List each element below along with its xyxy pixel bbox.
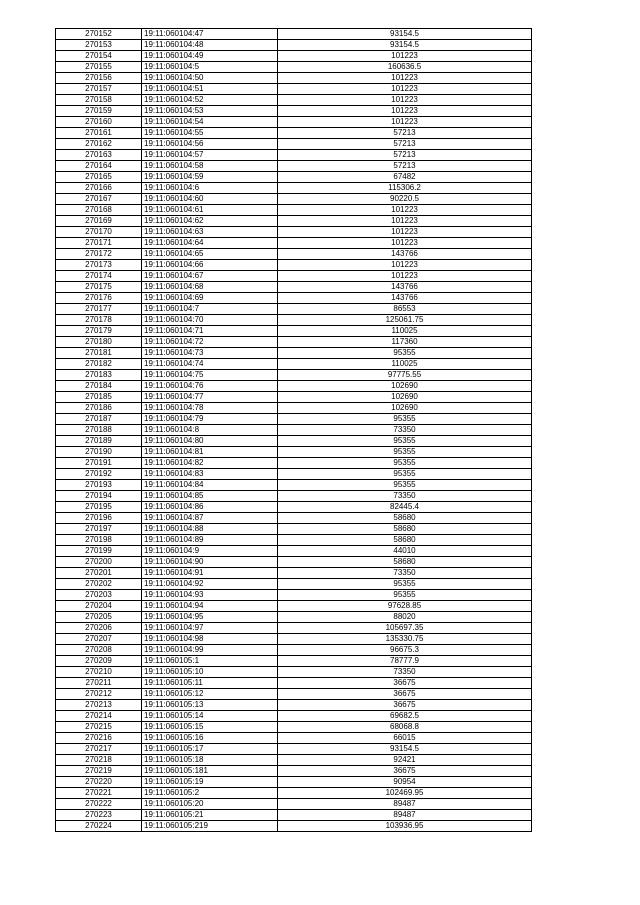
table-row bbox=[56, 304, 532, 315]
row-id-cell: 270203 bbox=[56, 590, 142, 601]
row-id-cell: 270224 bbox=[56, 821, 142, 832]
cadastral-number-cell: 19:11:060105:17 bbox=[142, 744, 278, 755]
value-cell: 36675 bbox=[278, 689, 532, 700]
cadastral-number-cell: 19:11:060104:55 bbox=[142, 128, 278, 139]
cadastral-number-cell: 19:11:060105:14 bbox=[142, 711, 278, 722]
cadastral-number-cell: 19:11:060104:68 bbox=[142, 282, 278, 293]
table-body bbox=[56, 29, 532, 832]
table-row bbox=[56, 557, 532, 568]
value-cell: 135330.75 bbox=[278, 634, 532, 645]
value-cell: 97775.55 bbox=[278, 370, 532, 381]
row-id-cell: 270165 bbox=[56, 172, 142, 183]
row-id-cell: 270155 bbox=[56, 62, 142, 73]
table-row bbox=[56, 183, 532, 194]
cadastral-number-cell: 19:11:060105:16 bbox=[142, 733, 278, 744]
cadastral-number-cell: 19:11:060104:65 bbox=[142, 249, 278, 260]
table-row bbox=[56, 271, 532, 282]
cadastral-number-cell: 19:11:060104:8 bbox=[142, 425, 278, 436]
table-row bbox=[56, 348, 532, 359]
cadastral-number-cell: 19:11:060104:63 bbox=[142, 227, 278, 238]
table-row bbox=[56, 634, 532, 645]
cadastral-number-cell: 19:11:060105:1 bbox=[142, 656, 278, 667]
value-cell: 102690 bbox=[278, 403, 532, 414]
row-id-cell: 270215 bbox=[56, 722, 142, 733]
row-id-cell: 270219 bbox=[56, 766, 142, 777]
value-cell: 67482 bbox=[278, 172, 532, 183]
table-row bbox=[56, 513, 532, 524]
table-row bbox=[56, 535, 532, 546]
row-id-cell: 270193 bbox=[56, 480, 142, 491]
cadastral-number-cell: 19:11:060105:21 bbox=[142, 810, 278, 821]
table-row bbox=[56, 29, 532, 40]
table-row bbox=[56, 766, 532, 777]
cadastral-number-cell: 19:11:060104:56 bbox=[142, 139, 278, 150]
table-row bbox=[56, 359, 532, 370]
table-row bbox=[56, 95, 532, 106]
row-id-cell: 270217 bbox=[56, 744, 142, 755]
table-row bbox=[56, 711, 532, 722]
value-cell: 90220.5 bbox=[278, 194, 532, 205]
table-row bbox=[56, 458, 532, 469]
cadastral-number-cell: 19:11:060104:80 bbox=[142, 436, 278, 447]
table-row bbox=[56, 161, 532, 172]
table-row bbox=[56, 370, 532, 381]
value-cell: 66015 bbox=[278, 733, 532, 744]
table-row bbox=[56, 172, 532, 183]
cadastral-number-cell: 19:11:060104:73 bbox=[142, 348, 278, 359]
cadastral-number-cell: 19:11:060104:64 bbox=[142, 238, 278, 249]
cadastral-number-cell: 19:11:060104:85 bbox=[142, 491, 278, 502]
table-row bbox=[56, 623, 532, 634]
cadastral-number-cell: 19:11:060104:69 bbox=[142, 293, 278, 304]
row-id-cell: 270220 bbox=[56, 777, 142, 788]
value-cell: 82445.4 bbox=[278, 502, 532, 513]
cadastral-number-cell: 19:11:060105:20 bbox=[142, 799, 278, 810]
row-id-cell: 270178 bbox=[56, 315, 142, 326]
value-cell: 95355 bbox=[278, 590, 532, 601]
cadastral-number-cell: 19:11:060104:95 bbox=[142, 612, 278, 623]
row-id-cell: 270211 bbox=[56, 678, 142, 689]
table-row bbox=[56, 667, 532, 678]
row-id-cell: 270171 bbox=[56, 238, 142, 249]
value-cell: 95355 bbox=[278, 458, 532, 469]
value-cell: 143766 bbox=[278, 293, 532, 304]
row-id-cell: 270173 bbox=[56, 260, 142, 271]
row-id-cell: 270169 bbox=[56, 216, 142, 227]
cadastral-number-cell: 19:11:060104:54 bbox=[142, 117, 278, 128]
cadastral-number-cell: 19:11:060104:76 bbox=[142, 381, 278, 392]
value-cell: 103936.95 bbox=[278, 821, 532, 832]
table-row bbox=[56, 194, 532, 205]
cadastral-number-cell: 19:11:060104:59 bbox=[142, 172, 278, 183]
value-cell: 110025 bbox=[278, 359, 532, 370]
row-id-cell: 270182 bbox=[56, 359, 142, 370]
cadastral-number-cell: 19:11:060104:75 bbox=[142, 370, 278, 381]
value-cell: 101223 bbox=[278, 84, 532, 95]
value-cell: 95355 bbox=[278, 579, 532, 590]
row-id-cell: 270154 bbox=[56, 51, 142, 62]
row-id-cell: 270204 bbox=[56, 601, 142, 612]
cadastral-number-cell: 19:11:060104:97 bbox=[142, 623, 278, 634]
row-id-cell: 270160 bbox=[56, 117, 142, 128]
value-cell: 102690 bbox=[278, 392, 532, 403]
value-cell: 125061.75 bbox=[278, 315, 532, 326]
row-id-cell: 270197 bbox=[56, 524, 142, 535]
row-id-cell: 270164 bbox=[56, 161, 142, 172]
row-id-cell: 270174 bbox=[56, 271, 142, 282]
row-id-cell: 270186 bbox=[56, 403, 142, 414]
row-id-cell: 270194 bbox=[56, 491, 142, 502]
row-id-cell: 270179 bbox=[56, 326, 142, 337]
row-id-cell: 270195 bbox=[56, 502, 142, 513]
table-row bbox=[56, 722, 532, 733]
value-cell: 101223 bbox=[278, 227, 532, 238]
table-row bbox=[56, 469, 532, 480]
value-cell: 57213 bbox=[278, 139, 532, 150]
table-row bbox=[56, 249, 532, 260]
row-id-cell: 270218 bbox=[56, 755, 142, 766]
cadastral-number-cell: 19:11:060104:78 bbox=[142, 403, 278, 414]
table-row bbox=[56, 447, 532, 458]
value-cell: 92421 bbox=[278, 755, 532, 766]
cadastral-number-cell: 19:11:060104:71 bbox=[142, 326, 278, 337]
value-cell: 95355 bbox=[278, 414, 532, 425]
value-cell: 36675 bbox=[278, 700, 532, 711]
row-id-cell: 270183 bbox=[56, 370, 142, 381]
cadastral-number-cell: 19:11:060104:52 bbox=[142, 95, 278, 106]
cadastral-number-cell: 19:11:060104:74 bbox=[142, 359, 278, 370]
value-cell: 89487 bbox=[278, 810, 532, 821]
row-id-cell: 270190 bbox=[56, 447, 142, 458]
row-id-cell: 270206 bbox=[56, 623, 142, 634]
table-row bbox=[56, 546, 532, 557]
table-row bbox=[56, 260, 532, 271]
row-id-cell: 270158 bbox=[56, 95, 142, 106]
value-cell: 95355 bbox=[278, 348, 532, 359]
value-cell: 69682.5 bbox=[278, 711, 532, 722]
row-id-cell: 270205 bbox=[56, 612, 142, 623]
value-cell: 101223 bbox=[278, 216, 532, 227]
row-id-cell: 270184 bbox=[56, 381, 142, 392]
table-row bbox=[56, 744, 532, 755]
table-row bbox=[56, 150, 532, 161]
table-row bbox=[56, 733, 532, 744]
table-row bbox=[56, 700, 532, 711]
table-row bbox=[56, 73, 532, 84]
table-row bbox=[56, 381, 532, 392]
value-cell: 101223 bbox=[278, 106, 532, 117]
row-id-cell: 270213 bbox=[56, 700, 142, 711]
cadastral-number-cell: 19:11:060104:84 bbox=[142, 480, 278, 491]
cadastral-number-cell: 19:11:060105:2 bbox=[142, 788, 278, 799]
value-cell: 96675.3 bbox=[278, 645, 532, 656]
table-row bbox=[56, 227, 532, 238]
value-cell: 101223 bbox=[278, 260, 532, 271]
table-row bbox=[56, 106, 532, 117]
cadastral-number-cell: 19:11:060104:70 bbox=[142, 315, 278, 326]
table-row bbox=[56, 491, 532, 502]
table-row bbox=[56, 216, 532, 227]
row-id-cell: 270200 bbox=[56, 557, 142, 568]
table-row bbox=[56, 84, 532, 95]
cadastral-number-cell: 19:11:060104:72 bbox=[142, 337, 278, 348]
table-row bbox=[56, 282, 532, 293]
row-id-cell: 270161 bbox=[56, 128, 142, 139]
row-id-cell: 270222 bbox=[56, 799, 142, 810]
table-row bbox=[56, 612, 532, 623]
value-cell: 110025 bbox=[278, 326, 532, 337]
cadastral-number-cell: 19:11:060105:15 bbox=[142, 722, 278, 733]
value-cell: 58680 bbox=[278, 513, 532, 524]
cadastral-number-cell: 19:11:060104:6 bbox=[142, 183, 278, 194]
row-id-cell: 270162 bbox=[56, 139, 142, 150]
row-id-cell: 270185 bbox=[56, 392, 142, 403]
table-row bbox=[56, 51, 532, 62]
row-id-cell: 270223 bbox=[56, 810, 142, 821]
table-row bbox=[56, 689, 532, 700]
table-row bbox=[56, 139, 532, 150]
cadastral-number-cell: 19:11:060104:60 bbox=[142, 194, 278, 205]
row-id-cell: 270168 bbox=[56, 205, 142, 216]
value-cell: 73350 bbox=[278, 425, 532, 436]
cadastral-number-cell: 19:11:060105:181 bbox=[142, 766, 278, 777]
table-row bbox=[56, 810, 532, 821]
table-row bbox=[56, 117, 532, 128]
value-cell: 105697.35 bbox=[278, 623, 532, 634]
table-row bbox=[56, 480, 532, 491]
cadastral-number-cell: 19:11:060104:7 bbox=[142, 304, 278, 315]
value-cell: 101223 bbox=[278, 271, 532, 282]
table-row bbox=[56, 788, 532, 799]
row-id-cell: 270209 bbox=[56, 656, 142, 667]
cadastral-number-cell: 19:11:060104:66 bbox=[142, 260, 278, 271]
value-cell: 93154.5 bbox=[278, 29, 532, 40]
value-cell: 73350 bbox=[278, 568, 532, 579]
cadastral-number-cell: 19:11:060104:93 bbox=[142, 590, 278, 601]
row-id-cell: 270159 bbox=[56, 106, 142, 117]
row-id-cell: 270198 bbox=[56, 535, 142, 546]
cadastral-number-cell: 19:11:060105:13 bbox=[142, 700, 278, 711]
value-cell: 101223 bbox=[278, 73, 532, 84]
data-table bbox=[55, 28, 532, 832]
row-id-cell: 270166 bbox=[56, 183, 142, 194]
value-cell: 57213 bbox=[278, 150, 532, 161]
table-row bbox=[56, 656, 532, 667]
cadastral-number-cell: 19:11:060104:53 bbox=[142, 106, 278, 117]
value-cell: 58680 bbox=[278, 557, 532, 568]
value-cell: 58680 bbox=[278, 535, 532, 546]
row-id-cell: 270176 bbox=[56, 293, 142, 304]
cadastral-number-cell: 19:11:060104:49 bbox=[142, 51, 278, 62]
value-cell: 97628.85 bbox=[278, 601, 532, 612]
row-id-cell: 270192 bbox=[56, 469, 142, 480]
value-cell: 57213 bbox=[278, 161, 532, 172]
value-cell: 78777.9 bbox=[278, 656, 532, 667]
row-id-cell: 270221 bbox=[56, 788, 142, 799]
value-cell: 102469.95 bbox=[278, 788, 532, 799]
value-cell: 95355 bbox=[278, 469, 532, 480]
table-row bbox=[56, 392, 532, 403]
row-id-cell: 270210 bbox=[56, 667, 142, 678]
cadastral-number-cell: 19:11:060104:58 bbox=[142, 161, 278, 172]
table-row bbox=[56, 128, 532, 139]
cadastral-number-cell: 19:11:060104:48 bbox=[142, 40, 278, 51]
table-row bbox=[56, 678, 532, 689]
value-cell: 101223 bbox=[278, 117, 532, 128]
row-id-cell: 270208 bbox=[56, 645, 142, 656]
value-cell: 101223 bbox=[278, 238, 532, 249]
table-row bbox=[56, 821, 532, 832]
table-row bbox=[56, 799, 532, 810]
value-cell: 115306.2 bbox=[278, 183, 532, 194]
value-cell: 36675 bbox=[278, 766, 532, 777]
cadastral-number-cell: 19:11:060105:19 bbox=[142, 777, 278, 788]
cadastral-number-cell: 19:11:060104:50 bbox=[142, 73, 278, 84]
row-id-cell: 270152 bbox=[56, 29, 142, 40]
value-cell: 93154.5 bbox=[278, 40, 532, 51]
value-cell: 44010 bbox=[278, 546, 532, 557]
value-cell: 101223 bbox=[278, 205, 532, 216]
row-id-cell: 270175 bbox=[56, 282, 142, 293]
row-id-cell: 270181 bbox=[56, 348, 142, 359]
table-row bbox=[56, 403, 532, 414]
table-row bbox=[56, 568, 532, 579]
cadastral-number-cell: 19:11:060104:51 bbox=[142, 84, 278, 95]
cadastral-number-cell: 19:11:060104:61 bbox=[142, 205, 278, 216]
table-row bbox=[56, 40, 532, 51]
cadastral-number-cell: 19:11:060104:94 bbox=[142, 601, 278, 612]
row-id-cell: 270172 bbox=[56, 249, 142, 260]
cadastral-number-cell: 19:11:060104:91 bbox=[142, 568, 278, 579]
value-cell: 95355 bbox=[278, 436, 532, 447]
row-id-cell: 270180 bbox=[56, 337, 142, 348]
row-id-cell: 270170 bbox=[56, 227, 142, 238]
cadastral-number-cell: 19:11:060104:90 bbox=[142, 557, 278, 568]
cadastral-number-cell: 19:11:060104:88 bbox=[142, 524, 278, 535]
row-id-cell: 270202 bbox=[56, 579, 142, 590]
cadastral-number-cell: 19:11:060104:98 bbox=[142, 634, 278, 645]
value-cell: 143766 bbox=[278, 249, 532, 260]
value-cell: 117360 bbox=[278, 337, 532, 348]
value-cell: 101223 bbox=[278, 51, 532, 62]
cadastral-number-cell: 19:11:060104:77 bbox=[142, 392, 278, 403]
cadastral-number-cell: 19:11:060104:5 bbox=[142, 62, 278, 73]
table-row bbox=[56, 62, 532, 73]
value-cell: 86553 bbox=[278, 304, 532, 315]
cadastral-number-cell: 19:11:060105:12 bbox=[142, 689, 278, 700]
row-id-cell: 270177 bbox=[56, 304, 142, 315]
cadastral-number-cell: 19:11:060105:11 bbox=[142, 678, 278, 689]
cadastral-number-cell: 19:11:060104:99 bbox=[142, 645, 278, 656]
cadastral-number-cell: 19:11:060104:57 bbox=[142, 150, 278, 161]
value-cell: 93154.5 bbox=[278, 744, 532, 755]
row-id-cell: 270216 bbox=[56, 733, 142, 744]
table-row bbox=[56, 579, 532, 590]
cadastral-number-cell: 19:11:060104:92 bbox=[142, 579, 278, 590]
cadastral-number-cell: 19:11:060105:18 bbox=[142, 755, 278, 766]
cadastral-number-cell: 19:11:060105:10 bbox=[142, 667, 278, 678]
row-id-cell: 270188 bbox=[56, 425, 142, 436]
value-cell: 57213 bbox=[278, 128, 532, 139]
cadastral-number-cell: 19:11:060104:89 bbox=[142, 535, 278, 546]
value-cell: 95355 bbox=[278, 447, 532, 458]
value-cell: 101223 bbox=[278, 95, 532, 106]
table-row bbox=[56, 238, 532, 249]
value-cell: 73350 bbox=[278, 667, 532, 678]
value-cell: 143766 bbox=[278, 282, 532, 293]
row-id-cell: 270167 bbox=[56, 194, 142, 205]
table-row bbox=[56, 502, 532, 513]
table-row bbox=[56, 337, 532, 348]
table-row bbox=[56, 436, 532, 447]
table-row bbox=[56, 425, 532, 436]
table-row bbox=[56, 777, 532, 788]
row-id-cell: 270207 bbox=[56, 634, 142, 645]
value-cell: 95355 bbox=[278, 480, 532, 491]
row-id-cell: 270189 bbox=[56, 436, 142, 447]
row-id-cell: 270201 bbox=[56, 568, 142, 579]
row-id-cell: 270156 bbox=[56, 73, 142, 84]
table-row bbox=[56, 315, 532, 326]
table-row bbox=[56, 205, 532, 216]
row-id-cell: 270214 bbox=[56, 711, 142, 722]
value-cell: 73350 bbox=[278, 491, 532, 502]
table-row bbox=[56, 524, 532, 535]
value-cell: 102690 bbox=[278, 381, 532, 392]
value-cell: 160636.5 bbox=[278, 62, 532, 73]
cadastral-number-cell: 19:11:060104:62 bbox=[142, 216, 278, 227]
cadastral-number-cell: 19:11:060104:81 bbox=[142, 447, 278, 458]
cadastral-number-cell: 19:11:060104:87 bbox=[142, 513, 278, 524]
row-id-cell: 270157 bbox=[56, 84, 142, 95]
cadastral-number-cell: 19:11:060104:83 bbox=[142, 469, 278, 480]
cadastral-number-cell: 19:11:060104:67 bbox=[142, 271, 278, 282]
row-id-cell: 270187 bbox=[56, 414, 142, 425]
row-id-cell: 270163 bbox=[56, 150, 142, 161]
value-cell: 58680 bbox=[278, 524, 532, 535]
value-cell: 68068.8 bbox=[278, 722, 532, 733]
value-cell: 36675 bbox=[278, 678, 532, 689]
cadastral-number-cell: 19:11:060104:9 bbox=[142, 546, 278, 557]
cadastral-number-cell: 19:11:060104:86 bbox=[142, 502, 278, 513]
table-row bbox=[56, 414, 532, 425]
table-row bbox=[56, 601, 532, 612]
table-row bbox=[56, 755, 532, 766]
cadastral-number-cell: 19:11:060104:79 bbox=[142, 414, 278, 425]
table-row bbox=[56, 590, 532, 601]
table-row bbox=[56, 645, 532, 656]
row-id-cell: 270212 bbox=[56, 689, 142, 700]
row-id-cell: 270191 bbox=[56, 458, 142, 469]
row-id-cell: 270196 bbox=[56, 513, 142, 524]
cadastral-number-cell: 19:11:060105:219 bbox=[142, 821, 278, 832]
value-cell: 88020 bbox=[278, 612, 532, 623]
table-row bbox=[56, 293, 532, 304]
value-cell: 89487 bbox=[278, 799, 532, 810]
cadastral-number-cell: 19:11:060104:82 bbox=[142, 458, 278, 469]
value-cell: 90954 bbox=[278, 777, 532, 788]
row-id-cell: 270153 bbox=[56, 40, 142, 51]
cadastral-number-cell: 19:11:060104:47 bbox=[142, 29, 278, 40]
row-id-cell: 270199 bbox=[56, 546, 142, 557]
table-row bbox=[56, 326, 532, 337]
